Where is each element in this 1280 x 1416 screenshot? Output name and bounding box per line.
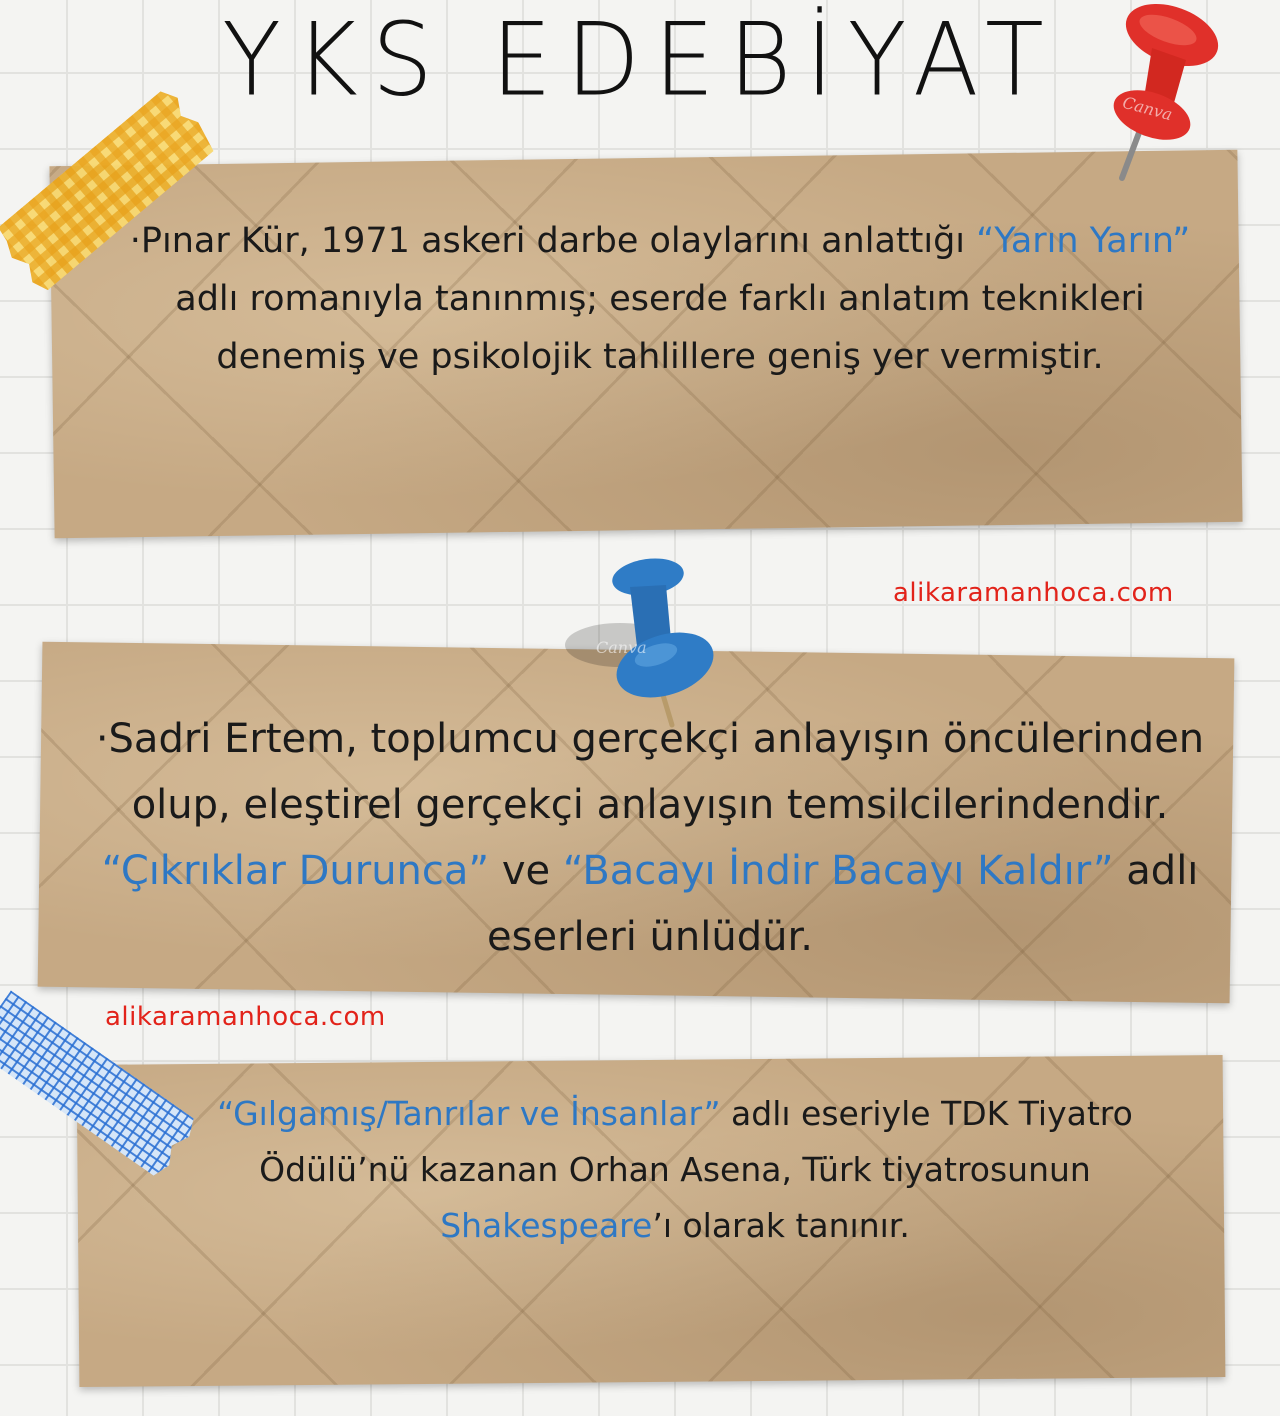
highlighted-title: “Gılgamış/Tanrılar ve İnsanlar” (217, 1094, 721, 1133)
red-pushpin-icon (1090, 0, 1240, 190)
body-text: ·Pınar Kür, 1971 askeri darbe olaylarını anlattığı (129, 221, 977, 261)
highlighted-title: Shakespeare (440, 1206, 653, 1245)
body-text: adlı romanıyla tanınmış; eserde farklı anlatım teknikleri denemiş ve psikolojik tahlillere geniş yer vermiştir. (175, 279, 1145, 377)
blue-pushpin-icon (560, 555, 730, 735)
highlighted-title: “Yarın Yarın” (976, 221, 1191, 261)
body-text: ·Sadri Ertem, toplumcu gerçekçi anlayışın öncülerinden olup, eleştirel gerçekçi anlayışın temsilcilerindendir. (95, 716, 1205, 828)
body-text: ve (489, 848, 563, 894)
page-title: YKS EDEBİYAT (222, 1, 1058, 119)
body-text: adlı eserleri ünlüdür. (487, 848, 1199, 960)
watermark-bottom: alikaramanhoca.com (105, 1002, 386, 1032)
blue-pin-brand: Canva (596, 638, 647, 657)
red-pin-brand: Canva (1120, 92, 1175, 125)
note-text-2 (90, 706, 1210, 970)
note-text-1 (120, 212, 1200, 386)
highlighted-title: “Çıkrıklar Durunca” (101, 848, 490, 894)
body-text: adlı eseriyle TDK Tiyatro Ödülü’nü kazanan Orhan Asena, Türk tiyatrosunun (259, 1094, 1133, 1189)
note-text-3 (150, 1086, 1200, 1254)
watermark-top: alikaramanhoca.com (893, 578, 1174, 608)
body-text: ’ı olarak tanınır. (652, 1206, 910, 1245)
highlighted-title: “Bacayı İndir Bacayı Kaldır” (562, 848, 1114, 894)
